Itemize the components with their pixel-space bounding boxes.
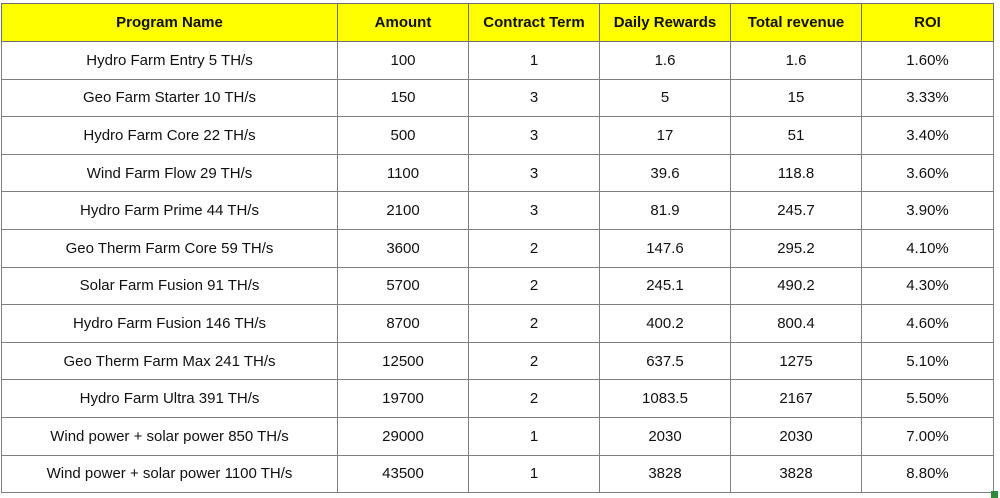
table-row bbox=[2, 117, 994, 155]
contract-term-cell[interactable]: 3 bbox=[469, 79, 600, 117]
daily-rewards-cell[interactable]: 1.6 bbox=[600, 42, 731, 80]
program-name-cell[interactable]: Geo Therm Farm Core 59 TH/s bbox=[2, 229, 338, 267]
total-revenue-cell[interactable]: 51 bbox=[731, 117, 862, 155]
program-name-cell[interactable]: Hydro Farm Prime 44 TH/s bbox=[2, 192, 338, 230]
contract-term-cell[interactable]: 2 bbox=[469, 380, 600, 418]
total-revenue-cell[interactable]: 1275 bbox=[731, 342, 862, 380]
program-name-cell[interactable]: Hydro Farm Ultra 391 TH/s bbox=[2, 380, 338, 418]
program-name-cell[interactable]: Wind power + solar power 1100 TH/s bbox=[2, 455, 338, 493]
amount-cell[interactable]: 12500 bbox=[338, 342, 469, 380]
program-name-cell[interactable]: Solar Farm Fusion 91 TH/s bbox=[2, 267, 338, 305]
table-row bbox=[2, 342, 994, 380]
amount-cell[interactable]: 150 bbox=[338, 79, 469, 117]
amount-cell[interactable]: 1100 bbox=[338, 154, 469, 192]
table-body bbox=[2, 42, 994, 493]
header-roi[interactable]: ROI bbox=[862, 4, 994, 42]
daily-rewards-cell[interactable]: 17 bbox=[600, 117, 731, 155]
amount-cell[interactable]: 3600 bbox=[338, 229, 469, 267]
amount-cell[interactable]: 19700 bbox=[338, 380, 469, 418]
roi-cell[interactable]: 3.90% bbox=[862, 192, 994, 230]
amount-cell[interactable]: 100 bbox=[338, 42, 469, 80]
daily-rewards-cell[interactable]: 1083.5 bbox=[600, 380, 731, 418]
program-name-cell[interactable]: Wind Farm Flow 29 TH/s bbox=[2, 154, 338, 192]
fill-handle-icon[interactable] bbox=[991, 491, 998, 498]
table-row bbox=[2, 79, 994, 117]
header-row bbox=[2, 4, 994, 42]
contract-term-cell[interactable]: 2 bbox=[469, 229, 600, 267]
table-row bbox=[2, 455, 994, 493]
header-amount[interactable]: Amount bbox=[338, 4, 469, 42]
amount-cell[interactable]: 5700 bbox=[338, 267, 469, 305]
contract-term-cell[interactable]: 1 bbox=[469, 42, 600, 80]
contract-term-cell[interactable]: 3 bbox=[469, 192, 600, 230]
table-row bbox=[2, 267, 994, 305]
table-row bbox=[2, 154, 994, 192]
roi-cell[interactable]: 3.40% bbox=[862, 117, 994, 155]
total-revenue-cell[interactable]: 1.6 bbox=[731, 42, 862, 80]
daily-rewards-cell[interactable]: 5 bbox=[600, 79, 731, 117]
total-revenue-cell[interactable]: 2030 bbox=[731, 417, 862, 455]
daily-rewards-cell[interactable]: 2030 bbox=[600, 417, 731, 455]
total-revenue-cell[interactable]: 245.7 bbox=[731, 192, 862, 230]
amount-cell[interactable]: 8700 bbox=[338, 305, 469, 343]
daily-rewards-cell[interactable]: 3828 bbox=[600, 455, 731, 493]
total-revenue-cell[interactable]: 295.2 bbox=[731, 229, 862, 267]
roi-cell[interactable]: 4.60% bbox=[862, 305, 994, 343]
header-daily-rewards[interactable]: Daily Rewards bbox=[600, 4, 731, 42]
daily-rewards-cell[interactable]: 147.6 bbox=[600, 229, 731, 267]
contract-term-cell[interactable]: 3 bbox=[469, 117, 600, 155]
program-name-cell[interactable]: Geo Farm Starter 10 TH/s bbox=[2, 79, 338, 117]
roi-cell[interactable]: 8.80% bbox=[862, 455, 994, 493]
program-name-cell[interactable]: Hydro Farm Entry 5 TH/s bbox=[2, 42, 338, 80]
roi-cell[interactable]: 3.60% bbox=[862, 154, 994, 192]
header-program-name[interactable]: Program Name bbox=[2, 4, 338, 42]
program-name-cell[interactable]: Hydro Farm Fusion 146 TH/s bbox=[2, 305, 338, 343]
roi-cell[interactable]: 7.00% bbox=[862, 417, 994, 455]
table-row bbox=[2, 417, 994, 455]
daily-rewards-cell[interactable]: 637.5 bbox=[600, 342, 731, 380]
roi-cell[interactable]: 3.33% bbox=[862, 79, 994, 117]
header-total-revenue[interactable]: Total revenue bbox=[731, 4, 862, 42]
table-row bbox=[2, 380, 994, 418]
roi-cell[interactable]: 1.60% bbox=[862, 42, 994, 80]
daily-rewards-cell[interactable]: 81.9 bbox=[600, 192, 731, 230]
contract-term-cell[interactable]: 1 bbox=[469, 417, 600, 455]
roi-cell[interactable]: 4.30% bbox=[862, 267, 994, 305]
amount-cell[interactable]: 29000 bbox=[338, 417, 469, 455]
program-name-cell[interactable]: Geo Therm Farm Max 241 TH/s bbox=[2, 342, 338, 380]
total-revenue-cell[interactable]: 118.8 bbox=[731, 154, 862, 192]
total-revenue-cell[interactable]: 2167 bbox=[731, 380, 862, 418]
total-revenue-cell[interactable]: 3828 bbox=[731, 455, 862, 493]
header-contract-term[interactable]: Contract Term bbox=[469, 4, 600, 42]
table-row bbox=[2, 229, 994, 267]
daily-rewards-cell[interactable]: 400.2 bbox=[600, 305, 731, 343]
amount-cell[interactable]: 43500 bbox=[338, 455, 469, 493]
contract-term-cell[interactable]: 2 bbox=[469, 267, 600, 305]
contract-term-cell[interactable]: 3 bbox=[469, 154, 600, 192]
amount-cell[interactable]: 500 bbox=[338, 117, 469, 155]
daily-rewards-cell[interactable]: 245.1 bbox=[600, 267, 731, 305]
total-revenue-cell[interactable]: 15 bbox=[731, 79, 862, 117]
total-revenue-cell[interactable]: 800.4 bbox=[731, 305, 862, 343]
contract-term-cell[interactable]: 1 bbox=[469, 455, 600, 493]
contract-term-cell[interactable]: 2 bbox=[469, 305, 600, 343]
contract-term-cell[interactable]: 2 bbox=[469, 342, 600, 380]
total-revenue-cell[interactable]: 490.2 bbox=[731, 267, 862, 305]
table-row bbox=[2, 305, 994, 343]
mining-programs-table bbox=[1, 3, 994, 493]
daily-rewards-cell[interactable]: 39.6 bbox=[600, 154, 731, 192]
roi-cell[interactable]: 5.50% bbox=[862, 380, 994, 418]
program-name-cell[interactable]: Hydro Farm Core 22 TH/s bbox=[2, 117, 338, 155]
table-row bbox=[2, 42, 994, 80]
program-name-cell[interactable]: Wind power + solar power 850 TH/s bbox=[2, 417, 338, 455]
roi-cell[interactable]: 5.10% bbox=[862, 342, 994, 380]
roi-cell[interactable]: 4.10% bbox=[862, 229, 994, 267]
amount-cell[interactable]: 2100 bbox=[338, 192, 469, 230]
table-row bbox=[2, 192, 994, 230]
